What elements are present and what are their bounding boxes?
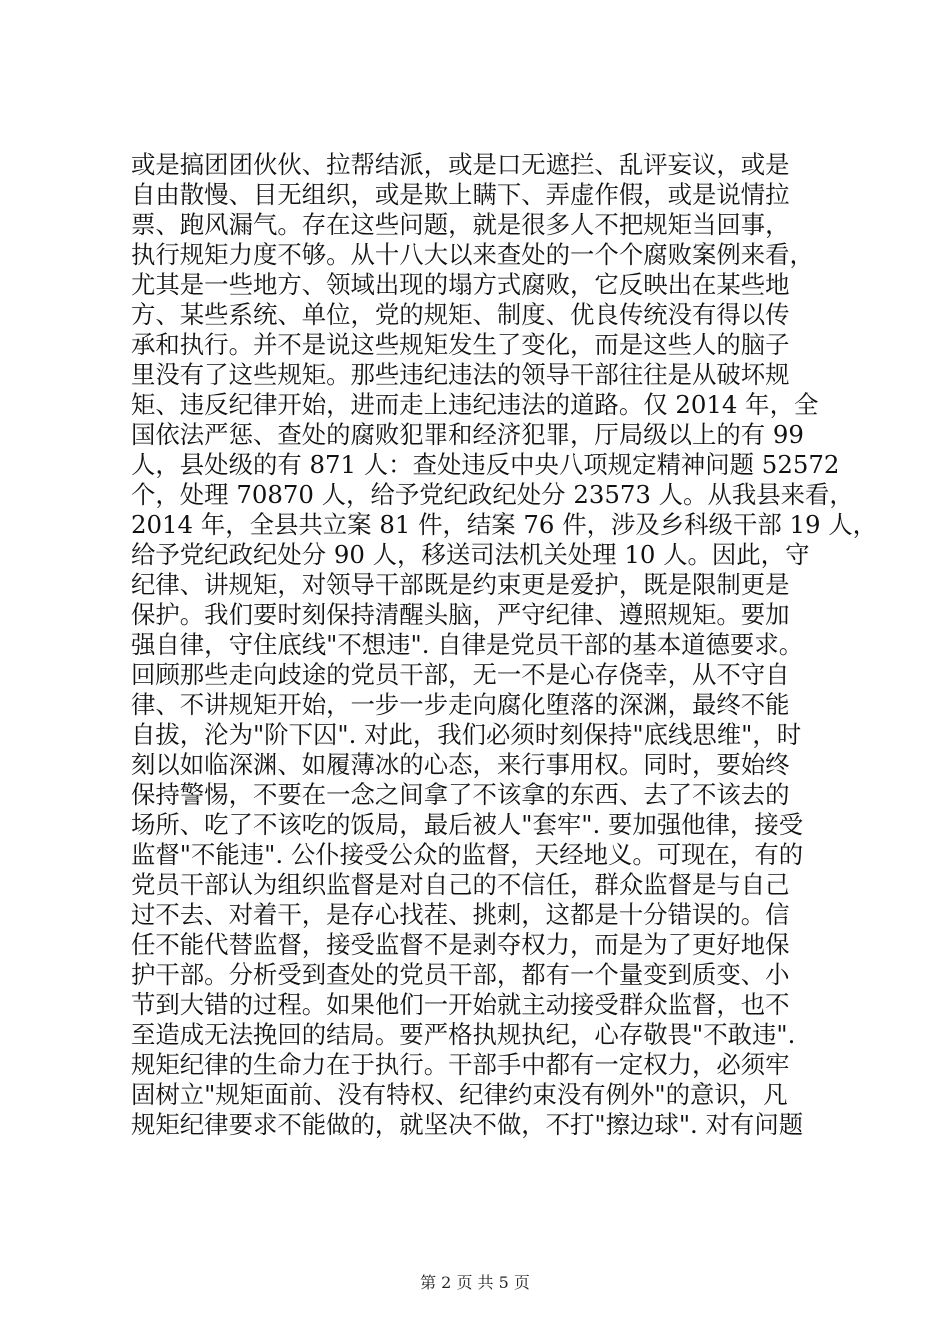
- text-line: 保护。我们要时刻保持清醒头脑，严守纪律、遵照规矩。要加: [131, 600, 790, 629]
- text-line: 尤其是一些地方、领域出现的塌方式腐败，它反映出在某些地: [131, 270, 790, 299]
- text-line: 票、跑风漏气。存在这些问题，就是很多人不把规矩当回事，: [131, 210, 790, 239]
- text-line: 至造成无法挽回的结局。要严格执规执纪，心存敬畏"不敢违".: [131, 1020, 796, 1049]
- text-line: 给予党纪政纪处分 90 人，移送司法机关处理 10 人。因此，守: [131, 540, 810, 569]
- text-line: 里没有了这些规矩。那些违纪违法的领导干部往往是从破坏规: [131, 360, 790, 389]
- text-line: 保持警惕，不要在一念之间拿了不该拿的东西、去了不该去的: [131, 780, 790, 809]
- text-line: 矩、违反纪律开始，进而走上违纪违法的道路。仅 2014 年，全: [131, 390, 819, 419]
- text-line: 护干部。分析受到查处的党员干部，都有一个量变到质变、小: [131, 960, 790, 989]
- text-line: 个，处理 70870 人，给予党纪政纪处分 23573 人。从我县来看，: [131, 480, 854, 509]
- body-text: [131, 150, 878, 1140]
- text-line: 场所、吃了不该吃的饭局，最后被人"套牢". 要加强他律，接受: [131, 810, 804, 839]
- text-line: 强自律，守住底线"不想违". 自律是党员干部的基本道德要求。: [131, 630, 804, 659]
- text-line: 任不能代替监督，接受监督不是剥夺权力，而是为了更好地保: [131, 930, 790, 959]
- text-line: 方、某些系统、单位，党的规矩、制度、优良传统没有得以传: [131, 300, 790, 329]
- text-line: 承和执行。并不是说这些规矩发生了变化，而是这些人的脑子: [131, 330, 790, 359]
- text-line: 执行规矩力度不够。从十八大以来查处的一个个腐败案例来看，: [131, 240, 814, 269]
- page-number-footer: 第 2 页 共 5 页: [420, 1273, 530, 1292]
- text-line: 自拔，沦为"阶下囚". 对此，我们必须时刻保持"底线思维"，时: [131, 720, 802, 749]
- text-line: 律、不讲规矩开始，一步一步走向腐化堕落的深渊，最终不能: [131, 690, 790, 719]
- text-line: 固树立"规矩面前、没有特权、纪律约束没有例外"的意识，凡: [131, 1080, 788, 1109]
- text-line: 过不去、对着干，是存心找茬、挑刺，这都是十分错误的。信: [131, 900, 790, 929]
- text-line: 刻以如临深渊、如履薄冰的心态，来行事用权。同时，要始终: [131, 750, 790, 779]
- text-line: 或是搞团团伙伙、拉帮结派，或是口无遮拦、乱评妄议，或是: [131, 150, 790, 179]
- text-line: 回顾那些走向歧途的党员干部，无一不是心存侥幸，从不守自: [131, 660, 790, 689]
- text-line: 2014 年，全县共立案 81 件，结案 76 件，涉及乡科级干部 19 人，: [131, 510, 878, 539]
- text-line: 规矩纪律要求不能做的，就坚决不做，不打"擦边球". 对有问题: [131, 1110, 804, 1139]
- text-line: 纪律、讲规矩，对领导干部既是约束更是爱护，既是限制更是: [131, 570, 790, 599]
- text-line: 监督"不能违". 公仆接受公众的监督，天经地义。可现在，有的: [131, 840, 804, 869]
- text-line: 党员干部认为组织监督是对自己的不信任，群众监督是与自己: [131, 870, 790, 899]
- text-line: 规矩纪律的生命力在于执行。干部手中都有一定权力，必须牢: [131, 1050, 790, 1079]
- text-line: 国依法严惩、查处的腐败犯罪和经济犯罪，厅局级以上的有 99: [131, 420, 804, 449]
- text-line: 节到大错的过程。如果他们一开始就主动接受群众监督，也不: [131, 990, 790, 1019]
- text-line: 人，县处级的有 871 人：查处违反中央八项规定精神问题 52572: [131, 450, 840, 479]
- text-line: 自由散慢、目无组织，或是欺上瞒下、弄虚作假，或是说情拉: [131, 180, 790, 209]
